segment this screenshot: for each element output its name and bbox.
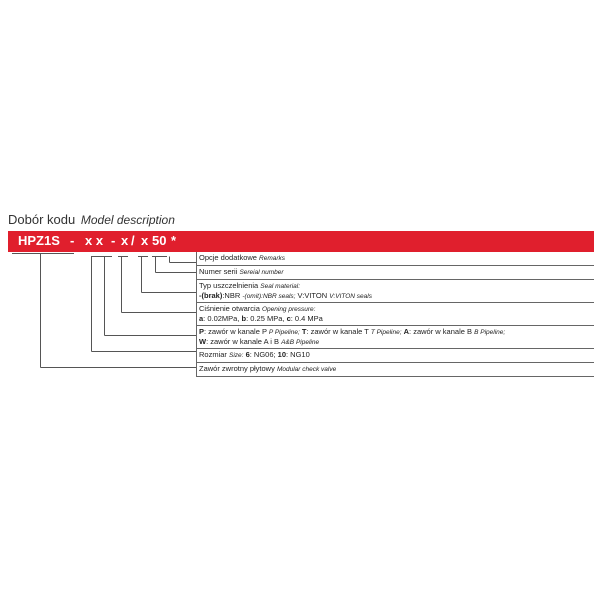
function-w-en: A&B Pipeline — [281, 339, 320, 346]
function-w-text: : zawór w kanale A i B — [206, 337, 280, 346]
code-dash-1: - — [70, 233, 75, 248]
seal-option-viton: :VITON — [302, 291, 328, 300]
row-size — [196, 349, 594, 363]
row-seal-pl: Typ uszczelnienia — [199, 281, 259, 290]
size-6: 6 — [245, 350, 250, 359]
row-size-pl: Rozmiar — [199, 350, 227, 359]
row-remarks-pl: Opcje dodatkowe — [199, 253, 257, 262]
function-a: A — [403, 327, 410, 336]
row-opening-pressure — [196, 303, 594, 326]
code-placeholder-seal: x — [141, 233, 149, 248]
pressure-c-value: : 0.4 MPa — [290, 314, 323, 323]
row-series-pl: Numer serii — [199, 267, 238, 276]
row-series-number — [196, 266, 594, 280]
row-size-en: Size: — [229, 352, 244, 359]
row-seal-en: Seal material: — [260, 283, 301, 290]
function-w: W — [199, 337, 207, 346]
function-t-en: T Pipeline; — [370, 329, 402, 336]
seal-option-nbr: :NBR — [222, 291, 241, 300]
function-p-en: P Pipeline; — [268, 329, 300, 336]
pressure-a: a — [199, 314, 204, 323]
pressure-c: c — [286, 314, 291, 323]
heading-polish: Dobór kodu — [8, 212, 76, 227]
seal-option-v: V — [295, 291, 303, 300]
size-10: 10 — [277, 350, 287, 359]
row-seal-material — [196, 280, 594, 303]
seal-option-nbr-en: -(omit):NBR seals; — [242, 293, 296, 300]
row-series-en: Sereial number — [239, 269, 284, 276]
function-t-text: : zawór w kanale T — [306, 327, 369, 336]
code-remarks-asterisk: * — [171, 233, 177, 248]
pressure-a-value: : 0.02MPa, — [203, 314, 242, 323]
row-pressure-pl: Ciśnienie otwarcia — [199, 304, 260, 313]
row-valve-function — [196, 326, 594, 349]
pressure-b-value: : 0.25 MPa, — [246, 314, 287, 323]
code-dash-2: - — [111, 233, 116, 248]
size-6-text: : NG06; — [249, 350, 278, 359]
seal-option-omit: -(brak) — [199, 291, 223, 300]
row-valve-type — [196, 363, 594, 377]
code-legend-table — [196, 252, 594, 377]
function-p: P — [199, 327, 205, 336]
seal-option-viton-en: V:VITON seals — [329, 293, 372, 300]
row-pressure-en: Opening pressure: — [261, 306, 316, 313]
row-remarks — [196, 252, 594, 266]
function-p-text: : zawór w kanale P — [204, 327, 267, 336]
code-slash: / — [131, 233, 135, 248]
row-valve-en: Modular check valve — [276, 366, 337, 373]
function-t: T — [301, 327, 307, 336]
code-placeholder-function: x x — [85, 233, 104, 248]
code-placeholder-pressure: x — [121, 233, 129, 248]
row-remarks-en: Remarks — [259, 255, 286, 262]
function-a-text: : zawór w kanale B — [409, 327, 472, 336]
row-valve-pl: Zawór zwrotny płytowy — [199, 364, 275, 373]
code-series: HPZ1S — [18, 233, 60, 248]
function-a-en: B Pipeline; — [474, 329, 506, 336]
pressure-b: b — [241, 314, 247, 323]
size-10-text: : NG10 — [286, 350, 310, 359]
heading-english: Model description — [80, 213, 175, 227]
code-series-number: 50 — [152, 233, 167, 248]
